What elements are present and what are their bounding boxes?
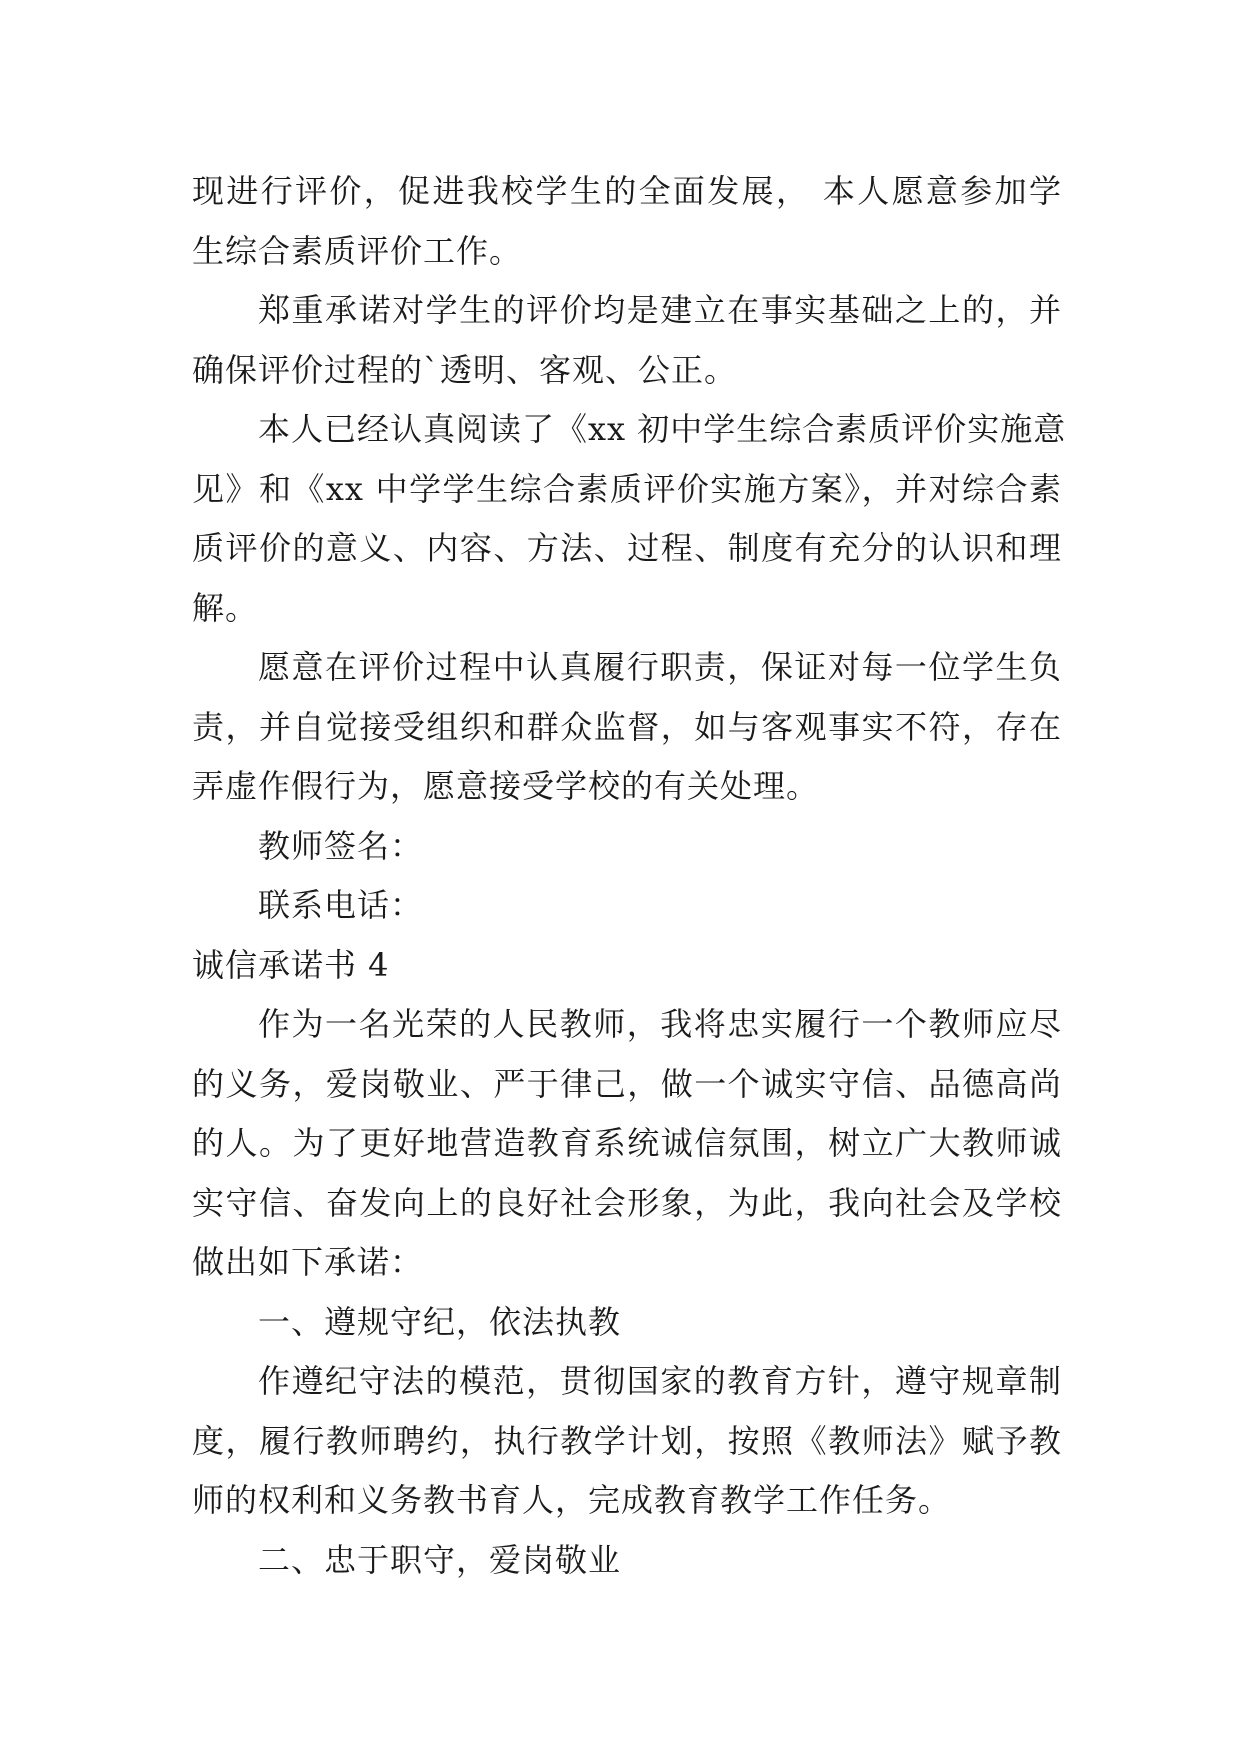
text-line: 师的权利和义务教书育人，完成教育教学工作任务。 [192, 1481, 952, 1519]
text-line: 现进行评价，促进我校学生的全面发展， 本人愿意参加学 [192, 172, 1062, 210]
text-line: 愿意在评价过程中认真履行职责，保证对每一位学生负 [258, 648, 1062, 686]
text-line: 生综合素质评价工作。 [192, 231, 523, 270]
text-line: 实守信、奋发向上的良好社会形象，为此，我向社会及学校 [192, 1183, 1062, 1222]
paragraph-fulfil-duties [192, 638, 1062, 817]
teacher-signature-label [192, 817, 1062, 877]
subheading-abide-by-law [192, 1293, 1062, 1353]
paragraph-evaluation-intro [192, 162, 1062, 281]
text-line: 度，履行教师聘约，执行教学计划，按照《教师法》赋予教 [192, 1421, 1062, 1460]
contact-phone-label [192, 876, 1062, 936]
text-line: 教师签名： [258, 826, 424, 865]
paragraph-commitment-fact-based [192, 281, 1062, 400]
text-line: 诚信承诺书 4 [192, 945, 390, 984]
text-line: 责，并自觉接受组织和群众监督，如与客观事实不符，存在 [192, 707, 1062, 746]
section-title-integrity-pledge-4 [192, 936, 1062, 996]
paragraph-read-documents [192, 400, 1067, 638]
text-line: 作为一名光荣的人民教师，我将忠实履行一个教师应尽 [258, 1005, 1062, 1043]
text-line: 的义务，爱岗敬业、严于律己，做一个诚实守信、品德高尚 [192, 1064, 1062, 1103]
subheading-loyal-to-duty [192, 1531, 1062, 1591]
document-body [192, 162, 1067, 1590]
paragraph-law-abiding-model [192, 1352, 1062, 1531]
text-line: 见》和《xx 中学学生综合素质评价实施方案》，并对综合素 [192, 469, 1062, 508]
text-line: 做出如下承诺： [192, 1243, 424, 1281]
text-line: 本人已经认真阅读了《xx 初中学生综合素质评价实施意 [258, 410, 1067, 448]
text-line: 确保评价过程的`透明、客观、公正。 [192, 350, 738, 389]
text-line: 郑重承诺对学生的评价均是建立在事实基础之上的，并 [258, 291, 1062, 329]
text-line: 二、忠于职守，爱岗敬业 [258, 1540, 622, 1579]
text-line: 解。 [192, 588, 259, 627]
text-line: 一、遵规守纪，依法执教 [258, 1302, 622, 1341]
text-line: 联系电话： [258, 886, 424, 924]
text-line: 质评价的意义、内容、方法、过程、制度有充分的认识和理 [192, 529, 1062, 567]
text-line: 作遵纪守法的模范，贯彻国家的教育方针，遵守规章制 [258, 1362, 1062, 1400]
paragraph-teacher-pledge-intro [192, 995, 1062, 1293]
text-line: 的人。为了更好地营造教育系统诚信氛围，树立广大教师诚 [192, 1124, 1062, 1162]
text-line: 弄虚作假行为，愿意接受学校的有关处理。 [192, 767, 820, 805]
